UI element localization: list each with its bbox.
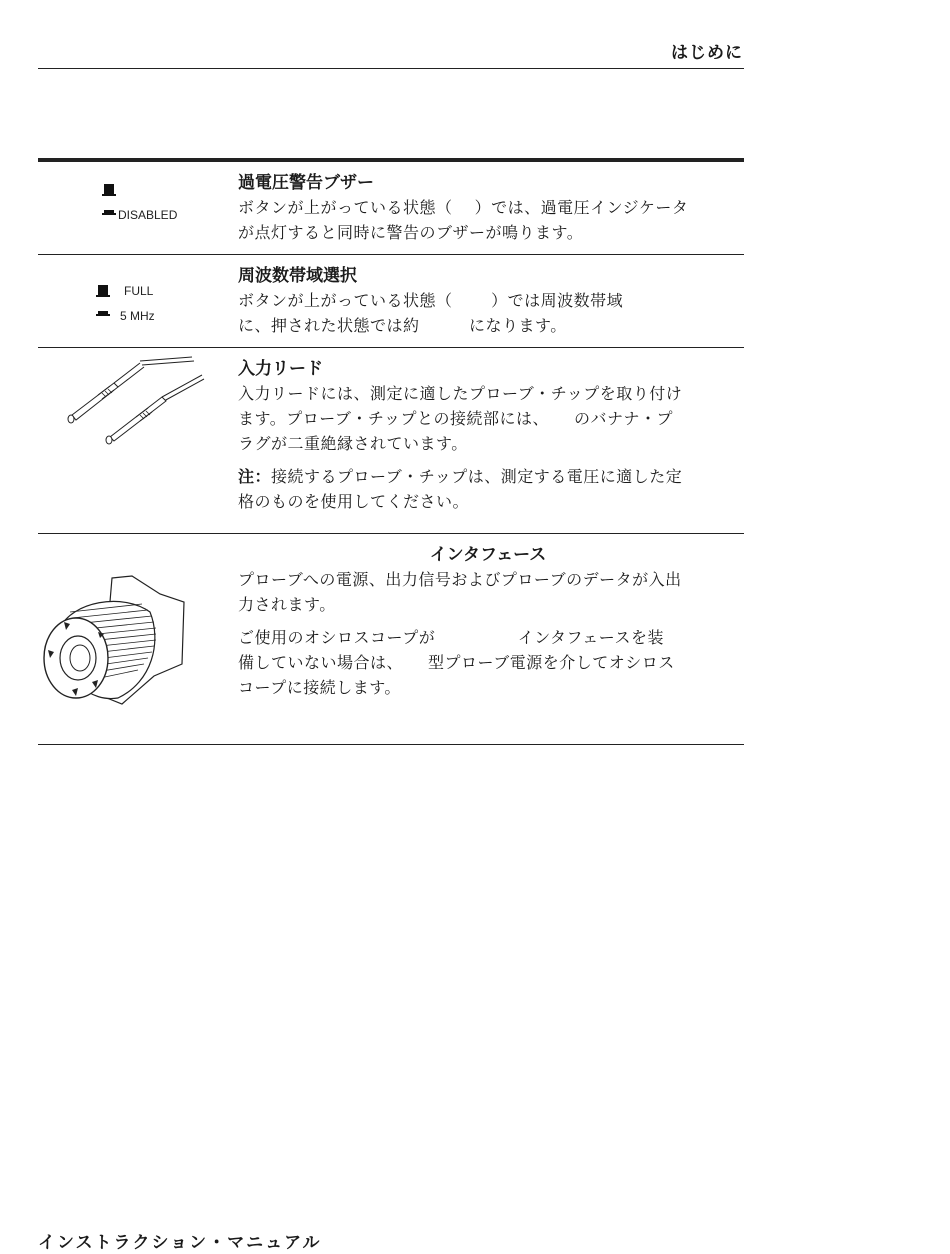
button-up-icon: [102, 184, 116, 198]
table-row: [38, 255, 744, 348]
table-row: [38, 348, 744, 534]
feature-table: [38, 158, 744, 745]
row-description: ご使用のオシロスコープが インタフェースを装 備していない場合は、 型プローブ電源を介してオシロス コープに接続します。: [238, 628, 675, 697]
switch-label-full: FULL: [124, 284, 154, 298]
row-description: プローブへの電源、出力信号およびプローブのデータが入出 力されます。: [238, 570, 682, 614]
row-title: 入力リード: [238, 359, 323, 379]
row-note: [238, 464, 738, 514]
page-header-title: はじめに: [671, 43, 743, 63]
button-up-icon: [96, 285, 110, 299]
row-illustration: [38, 348, 238, 533]
row-title: 過電圧警告ブザー: [238, 173, 374, 193]
switch-label-5mhz: 5 MHz: [120, 309, 155, 323]
page-footer: インストラクション・マニュアル: [38, 1233, 322, 1253]
note-text: 接続するプローブ・チップは、測定する電圧に適した定 格のものを使用してください。: [238, 467, 683, 511]
row-description: 入力リードには、測定に適したプローブ・チップを取り付け ます。プローブ・チップとの接続部には、 のバナナ・プ ラグが二重絶縁されています。: [238, 384, 683, 453]
button-down-icon: [102, 210, 116, 216]
row-illustration: [38, 255, 238, 347]
probe-interface-connector-icon: [42, 572, 192, 712]
row-description: ボタンが上がっている状態（ ）では、過電圧インジケータ が点灯すると同時に警告のブザーが鳴ります。: [238, 198, 689, 242]
row-illustration: [38, 162, 238, 254]
input-lead-icon: [62, 353, 212, 443]
table-row: [38, 162, 744, 255]
row-title: インタフェース: [429, 545, 547, 565]
button-down-icon: [96, 311, 110, 317]
switch-label-disabled: DISABLED: [118, 208, 178, 222]
row-description: ボタンが上がっている状態（ ）では周波数帯域 に、押された状態では約 になります。: [238, 291, 624, 335]
row-title: 周波数帯域選択: [238, 266, 357, 286]
note-label: 注：: [238, 467, 272, 486]
header-divider: [38, 68, 744, 69]
row-illustration: [38, 534, 238, 744]
table-row: [38, 534, 744, 745]
